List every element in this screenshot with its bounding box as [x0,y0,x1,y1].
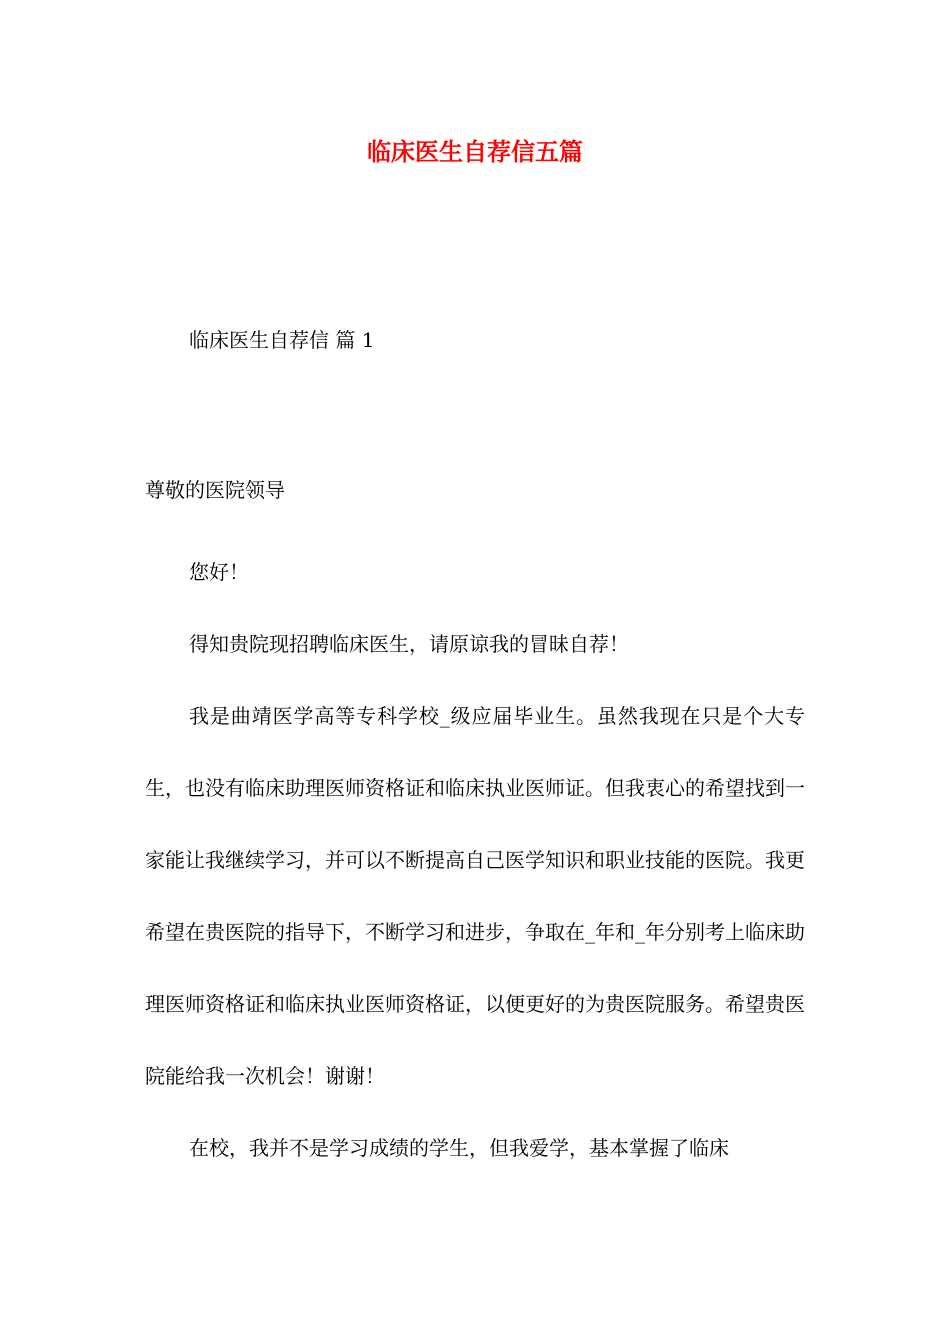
intro-paragraph [145,608,805,680]
intro-text: 得知贵院现招聘临床医生，请原谅我的冒昧自荐！ [189,632,629,656]
study-text: 在校，我并不是学习成绩的学生，但我爱学，基本掌握了临床 [189,1136,729,1160]
document-title: 临床医生自荐信五篇 [367,137,583,166]
section-heading: 临床医生自荐信 篇 1 [189,328,375,352]
greeting-text: 您好！ [189,560,249,584]
main-text: 我是曲靖医学高等专科学校_级应届毕业生。虽然我现在只是个大专生，也没有临床助理医师资格证和临床执业医师证。但我衷心的希望找到一家能让我继续学习，并可以不断提高自己医学知识和职业技能的医院。我更希望在贵医院的指导下，不断学习和进步，争取在_年和_年分别考上临床助理医师资格证和临床执业医师资格证，以便更好的为贵医院服务。希望贵医院能给我一次机会！谢谢！ [145,704,805,1088]
salutation: 尊敬的医院领导 [145,478,285,502]
main-paragraph [145,680,805,1112]
greeting-paragraph [145,536,805,608]
study-paragraph [145,1112,805,1184]
